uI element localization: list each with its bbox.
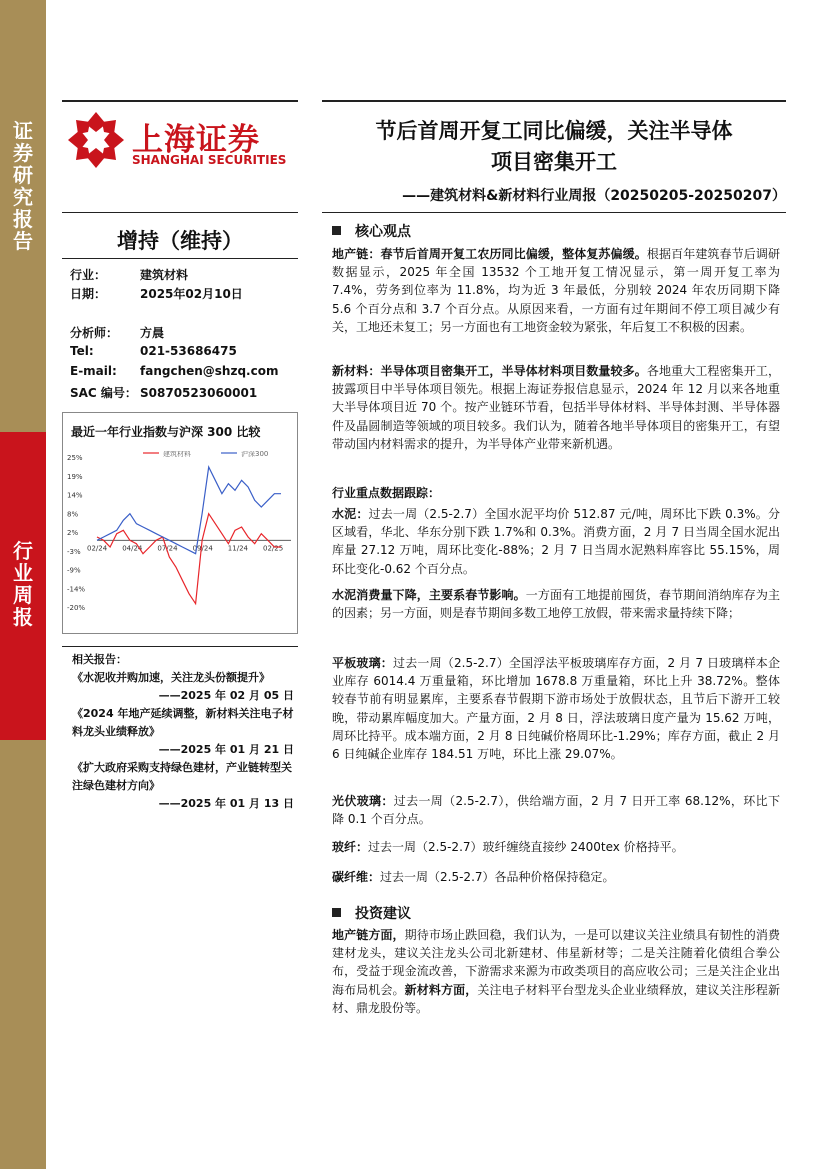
section-investment: 投资建议: [332, 903, 411, 923]
related-item[interactable]: 《水泥收并购加速，关注龙头份额提升》 ——2025 年 02 月 05 日: [72, 671, 294, 702]
divider: [62, 212, 298, 213]
industry-row: 行业： 建筑材料: [70, 268, 189, 282]
x-tick-label: 07/24: [157, 544, 178, 553]
series-line: [97, 514, 284, 604]
related-reports: [72, 651, 294, 813]
y-tick-label: -9%: [67, 566, 81, 575]
y-tick-label: 8%: [67, 510, 79, 519]
x-tick-label: 02/24: [87, 544, 108, 553]
related-item[interactable]: 《扩大政府采购支持绿色建材，产业链转型关注绿色建材方向》 ——2025 年 01 月 13 日: [72, 761, 294, 810]
y-tick-label: -3%: [67, 547, 81, 556]
index-comparison-chart: [62, 412, 298, 634]
y-tick-label: -14%: [67, 585, 86, 594]
divider: [322, 212, 786, 213]
divider: [62, 646, 298, 647]
chart-title: 最近一年行业指数与沪深 300 比较: [71, 425, 261, 439]
x-tick-label: 02/25: [263, 544, 284, 553]
y-tick-label: 14%: [67, 491, 83, 500]
paragraph-flat-glass: 平板玻璃：过去一周（2.5-2.7）全国浮法平板玻璃库存方面，2 月 7 日玻璃样本企业库存 6014.4 万重量箱，环比增加 1678.8 万重量箱，环比上升 38.72%。整体较春节前有明显累库，主要系春节假期下游市场处于放假状态，且节后下游开工较晚，带动累库幅度加大。产量方面，2 月 8 日，浮法玻璃日度产量为 15.62 万吨，周环比持平。成本端方面，2 月 8 日纯碱价格周环比-1.29%；库存方面，截止 2 月 6 日纯碱企业库存 184.51 万吨，环比上涨 29.07%。: [332, 656, 780, 762]
analyst-row: 分析师： 方晨: [70, 326, 165, 340]
x-tick-label: 04/24: [122, 544, 143, 553]
divider: [62, 258, 298, 259]
legend-label: 沪深300: [241, 451, 269, 458]
divider: [62, 100, 298, 102]
paragraph-pv-glass: 光伏玻璃：过去一周（2.5-2.7），供给端方面，2 月 7 日开工率 68.12%，环比下降 0.1 个百分点。: [332, 794, 780, 827]
x-tick-label: 09/24: [192, 544, 213, 553]
section-core-view: 核心观点: [332, 221, 411, 241]
paragraph-cement-consumption: 水泥消费量下降，主要系春节影响。一方面有工地提前囤货，春节期间消纳库存为主的因素；另一方面，则是春节期间多数工地停工放假，带来需求量持续下降；: [332, 588, 780, 621]
y-tick-label: -20%: [67, 604, 86, 612]
report-subtitle: ——建筑材料&新材料行业周报（20250205-20250207）: [402, 188, 786, 204]
chart-plot: [63, 451, 297, 631]
related-item[interactable]: 《2024 年地产延续调整，新材料关注电子材料龙头业绩释放》 ——2025 年 01 月 21 日: [72, 707, 294, 756]
x-tick-label: 11/24: [227, 544, 248, 553]
sac-row: SAC 编号： S0870523060001: [70, 386, 258, 400]
paragraph-new-materials: 新材料：半导体项目密集开工，半导体材料项目数量较多。各地重大工程密集开工，披露项目中半导体项目领先。根据上海证券报信息显示，2024 年 12 月以来各地重大半导体项目近 70 个。按产业链环节看，包括半导体材料、半导体封测、半导体器件及晶圆制造等领域的项目较多。我们认为，随着各地半导体项目的密集开工，有望带动国内材料需求的提升，为半导体产业带来新机遇。: [332, 364, 780, 451]
legend-label: 建筑材料: [163, 451, 191, 458]
divider: [322, 100, 786, 102]
sidebar-report-type: 证券研究报告: [13, 119, 33, 253]
logo-name-cn: 上海证券: [132, 122, 260, 158]
paragraph-glass-fiber: 玻纤：过去一周（2.5-2.7）玻纤缠绕直接纱 2400tex 价格持平。: [332, 840, 684, 854]
y-tick-label: 2%: [67, 529, 79, 537]
related-heading: 相关报告：: [72, 653, 127, 666]
data-tracking-heading: 行业重点数据跟踪：: [332, 486, 441, 500]
y-tick-label: 19%: [67, 472, 83, 481]
date-row: 日期： 2025年02月10日: [70, 287, 243, 301]
sidebar-weekly-label: 行业周报: [13, 539, 33, 629]
y-tick-label: 25%: [67, 454, 83, 462]
paragraph-real-estate: 地产链：春节后首周开复工农历同比偏缓，整体复苏偏缓。根据百年建筑春节后调研数据显示，2025 年全国 13532 个工地开复工情况显示，第一周开复工率为 7.4%，劳务到位率为 11.8%，均为近 3 年最低，分别较 2024 年农历同期下降 5.6 个百分点和 3.7 个百分点。从原因来看，一方面有过年期间不停工项目减少有关，工地还未复工；另一方面也有工地资金较为紧张，年后复工不积极的因素。: [332, 247, 780, 334]
email-row: E-mail: fangchen@shzq.com: [70, 364, 279, 378]
paragraph-cement: 水泥：过去一周（2.5-2.7）全国水泥平均价 512.87 元/吨，周环比下跌 0.3%。分区域看，华北、华东分别下跌 1.7%和 0.3%。消费方面，2 月 7 日当周全国水泥出库量 27.12 万吨，周环比变化-88%；2 月 7 日当周水泥熟料库容比 55.15%，周环比变化-0.62 个百分点。: [332, 507, 780, 576]
paragraph-carbon-fiber: 碳纤维：过去一周（2.5-2.7）各品种价格保持稳定。: [332, 870, 615, 884]
paragraph-investment: 地产链方面，期待市场止跌回稳，我们认为，一是可以建议关注业绩具有韧性的消费建材龙头，建议关注龙头公司北新建材、伟星新材等；二是关注随着化债组合拳公布，受益于现金流改善，下游需求来源为市政类项目的高应收公司；三是关注企业出海布局机会。新材料方面，关注电子材料平台型龙头企业业绩释放，建议关注彤程新材、鼎龙股份等。: [332, 928, 780, 1015]
company-logo-icon: [66, 110, 126, 174]
tel-row: Tel: 021-53686475: [70, 344, 237, 358]
rating: 增持（维持）: [117, 229, 243, 253]
logo-name-en: SHANGHAI SECURITIES: [132, 153, 287, 167]
report-title: 节后首周开复工同比偏缓，关注半导体 项目密集开工: [375, 119, 733, 174]
